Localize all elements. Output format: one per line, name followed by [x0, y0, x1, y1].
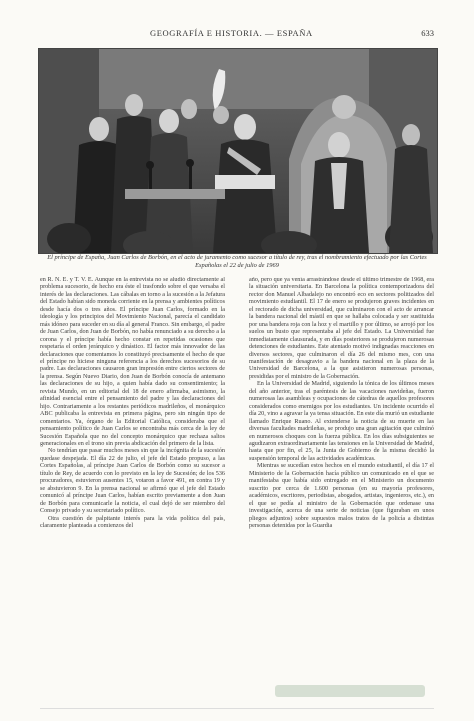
paragraph: Mientras se sucedían estos hechos en el mundo estudiantil, el día 17 el Ministerio de la Gobernación hacía público un comunicado en el que se manifestaba que había sido entregado en el Ministerio un documento suscrito por cerca de 1.600 personas (en su mayoría profesores, académicos, escritores, periodistas, abogados, artistas, ingenieros, etc.), en el que se pedía al ministro de la Gobernación que ordenase una investigación, acerca de una serie de noticias (que figuraban en unos pliegos adjuntos) sobre supuestos malos tratos de la policía a distintas personas detenidas por la Guardia [249, 463, 434, 529]
paragraph: año, pero que ya venía arrastrándose desde el último trimestre de 1968, era la situación universitaria. En Barcelona la política contemporizadora del rector don Manuel Albadalejo no encontró eco en sectores politizados del movimiento estudiantil. El 17 de enero se produjeron graves incidentes en el rectorado de dicha universidad, que culminaron con el acto de arrancar la bandera nacional del mástil en que se hallaba colocada y ser sustituida por una bandera roja con la hoz y el martillo y por último, se arrojó por los suelos un busto que representaba al jefe del Estado. La Universidad fue inmediatamente clausurada, y en días posteriores se produjeron numerosas detenciones de estudiantes. Este atentado motivó indignadas reacciones en diversos sectores, que culminaron el día 26 del mismo mes, con una manifestación de desagravio a la bandera nacional en la plaza de la Universidad de Barcelona, a la que asistieron numerosas personas, presididas por el ministro de la Gobernación. [249, 277, 434, 380]
paragraph: Otra cuestión de palpitante interés para la vida política del país, claramente planteada a comienzos del [40, 515, 225, 529]
page-number: 633 [421, 28, 434, 38]
running-title: GEOGRAFÍA E HISTORIA. — ESPAÑA [150, 28, 313, 38]
page-header [40, 28, 434, 40]
photo-caption: El príncipe de España, Juan Carlos de Borbón, en el acto de juramento como sucesor a título de rey, tras el nombramiento efectuado por las Cortes Españolas el 22 de julio de 1969 [47, 254, 427, 269]
bottom-rule [40, 708, 434, 709]
paragraph: en R. N. E. y T. V. E. Aunque en la entrevista no se aludió directamente al problema sucesorio, de hecho era éste el trasfondo sobre el que versaba el interés de las declaraciones. Las cábalas en torno a la sucesión a la Jefatura del Estado habían sido moneda corriente en la prensa y ambientes políticos desde hacía dos o tres años. El príncipe Juan Carlos, formado en la ideología y los principios del Movimiento Nacional, parecía el candidato más idóneo para suceder en su día al general Franco. Sin embargo, el padre de Juan Carlos, don Juan de Borbón, no había renunciado a su derecho a la corona y el príncipe había hecho constar en repetidas ocasiones que respetaría el orden jerárquico y dinástico. El factor más innovador de las declaraciones que comentamos lo constituyó precisamente el hecho de que el príncipe no hiciese ninguna referencia a los derechos sucesorios de su padre. Las declaraciones causaron gran impresión entre ciertos sectores de la prensa. Según Nuevo Diario, don Juan de Borbón conocía de antemano las declaraciones de su hijo, a quien había dado su consentimiento; la revista Mundo, en un editorial del 18 de enero afirmaba, asimismo, la afinidad esencial entre el pensamiento del padre y las declaraciones del hijo. Contrariamente a los restantes periódicos madrileños, el monárquico ABC publicaba la entrevista en primera página, pero sin ningún tipo de comentarios. Ya, órgano de la Editorial Católica, consideraba que el pensamiento político de Juan Carlos se encontraba más cerca de la ley de Sucesión Española que no del concepto monárquico que rechaza saltos generacionales en el trono sin previa abdicación del primero de la lista. [40, 277, 225, 447]
watermark-logo [275, 681, 425, 701]
photo-juan-carlos-oath [38, 48, 438, 254]
text-column-left [40, 277, 225, 705]
text-column-right [249, 277, 434, 705]
paragraph: En la Universidad de Madrid, siguiendo la tónica de los últimos meses del año anterior, tras el paréntesis de las vacaciones navideñas, fueron numerosas las asambleas y ocupaciones de cátedras de aquellos profesores considerados como enemigos por los estudiantes. Un incidente ocurrido el día 20, vino a agravar la ya tensa situación. En este día murió un estudiante llamado Enrique Ruano. Al extenderse la noticia de su muerte en las diversas facultades madrileñas, se produjo una gran agitación que culminó en numerosos choques con la fuerza pública. En los días subsiguientes se agudizaron extraordinariamente las tensiones en la Universidad de Madrid, hasta que por fin, el 25, la Junta de Gobierno de la misma decidió la suspensión temporal de las actividades académicas. [249, 381, 434, 462]
paragraph: No tendrían que pasar muchos meses sin que la incógnita de la sucesión quedase despejada. El día 22 de julio, el jefe del Estado propuso, a las Cortes Españolas, al príncipe Juan Carlos de Borbón como su sucesor a título de Rey, de acuerdo con lo previsto en la ley de Sucesión; de los 536 procuradores, estuvieron ausentes 15, votaron a favor 491, en contra 19 y se abstuvieron 9. En la prensa nacional se afirmó que el jefe del Estado comunicó al príncipe Juan Carlos, habían escrito previamente a don Juan de Borbón para comunicarle la noticia, el cual dejó de ser miembro del Consejo privado y su secretariado político. [40, 448, 225, 515]
